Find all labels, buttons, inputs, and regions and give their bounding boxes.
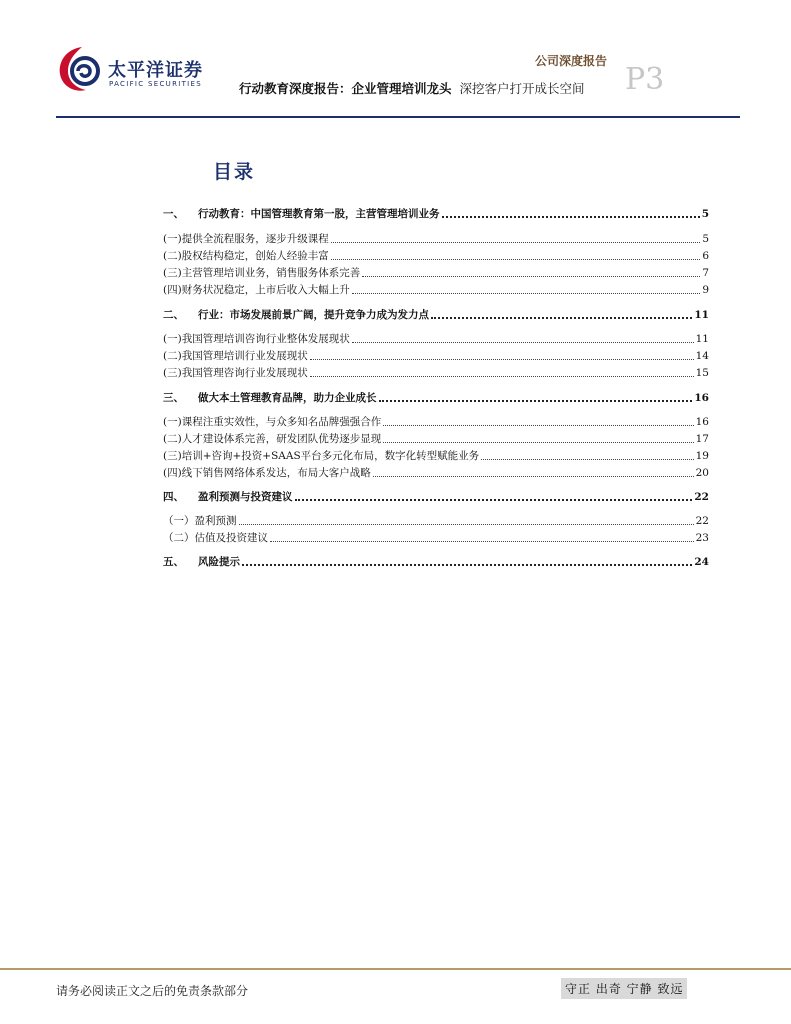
toc-dot-leader [383, 442, 693, 443]
toc-entry[interactable] [163, 330, 709, 346]
disclaimer-notice: 请务必阅读正文之后的免责条款部分 [56, 984, 249, 998]
toc-entry-number: （二） [163, 532, 195, 544]
toc-entry[interactable] [163, 264, 709, 280]
toc-entry-number: (二) [163, 250, 182, 262]
toc-entry[interactable] [163, 281, 709, 297]
toc-dot-leader [362, 276, 700, 277]
toc-entry[interactable] [163, 364, 709, 380]
logo-english-name: PACIFIC SECURITIES [109, 80, 203, 88]
toc-entry-page: 6 [702, 250, 709, 262]
toc-entry-number: (三) [163, 267, 182, 279]
toc-entry-title: 风险提示 [198, 556, 240, 568]
header-divider [56, 116, 740, 118]
company-logo [56, 42, 216, 98]
toc-entry-title: 行业：市场发展前景广阔，提升竞争力成为发力点 [198, 309, 429, 321]
toc-entry-title: 我国管理培训行业发展现状 [181, 350, 308, 362]
toc-entry-number: (二) [163, 350, 182, 362]
toc-entry-number: (四) [163, 284, 182, 296]
toc-entry-number: (三) [163, 367, 182, 379]
toc-entry[interactable] [163, 430, 709, 446]
toc-dot-leader [352, 293, 701, 294]
toc-entry[interactable] [163, 413, 709, 429]
toc-entry-number: (三) [163, 450, 182, 462]
toc-entry[interactable] [163, 447, 709, 463]
toc-entry-page: 9 [702, 284, 709, 296]
toc-entry-page: 22 [694, 491, 709, 503]
toc-entry-number: (二) [163, 433, 182, 445]
document-type-label: 公司深度报告 [535, 54, 608, 68]
toc-entry-number: 三、 [163, 392, 184, 404]
toc-dot-leader [242, 564, 692, 566]
toc-entry[interactable] [163, 488, 709, 504]
toc-entry-page: 19 [695, 450, 709, 462]
toc-entry-page: 11 [695, 333, 709, 345]
toc-entry-title: 线下销售网络体系发达，布局大客户战略 [181, 467, 371, 479]
toc-entry-number: 一、 [163, 208, 184, 220]
toc-dot-leader [383, 425, 693, 426]
toc-entry-title: 财务状况稳定，上市后收入大幅上升 [181, 284, 350, 296]
toc-entry[interactable] [163, 230, 709, 246]
toc-entry-page: 17 [695, 433, 709, 445]
pacific-securities-logo-icon [56, 44, 104, 94]
toc-entry[interactable] [163, 389, 709, 405]
toc-dot-leader [373, 476, 694, 477]
toc-entry-page: 14 [695, 350, 709, 362]
toc-entry-page: 24 [694, 556, 709, 568]
toc-dot-leader [331, 259, 701, 260]
toc-entry-page: 5 [701, 208, 709, 220]
toc-entry-title: 我国管理培训咨询行业整体发展现状 [181, 333, 350, 345]
toc-entry-number: (一) [163, 333, 182, 345]
logo-chinese-name: 太平洋证券 [108, 60, 203, 81]
toc-entry-number: (一) [163, 233, 182, 245]
toc-entry-title: 盈利预测 [194, 515, 237, 527]
toc-entry-number: (四) [163, 467, 182, 479]
toc-entry[interactable] [163, 553, 709, 569]
toc-entry-number: （一） [163, 515, 195, 527]
toc-entry-page: 20 [695, 467, 709, 479]
toc-entry-page: 15 [695, 367, 709, 379]
toc-entry-title: 盈利预测与投资建议 [198, 491, 293, 503]
toc-entry-title: 股权结构稳定，创始人经验丰富 [181, 250, 329, 262]
toc-entry-title: 提供全流程服务，逐步升级课程 [181, 233, 329, 245]
report-title [239, 79, 585, 97]
toc-entry-title: 行动教育：中国管理教育第一股，主营管理培训业务 [198, 208, 440, 220]
toc-entry-page: 5 [702, 233, 709, 245]
toc-entry-page: 23 [695, 532, 709, 544]
toc-entry[interactable] [163, 247, 709, 263]
toc-heading: 目录 [213, 161, 256, 183]
toc-dot-leader [431, 317, 692, 319]
toc-entry-page: 22 [695, 515, 709, 527]
toc-entry[interactable] [163, 347, 709, 363]
toc-entry-title: 培训+咨询+投资+SAAS平台多元化布局，数字化转型赋能业务 [181, 450, 480, 462]
toc-dot-leader [379, 400, 693, 402]
toc-entry-number: 四、 [163, 491, 184, 503]
toc-dot-leader [310, 359, 694, 360]
toc-entry-title: 我国管理咨询行业发展现状 [181, 367, 308, 379]
toc-dot-leader [352, 342, 694, 343]
toc-entry-title: 课程注重实效性，与众多知名品牌强强合作 [181, 416, 382, 428]
toc-entry-number: 五、 [163, 556, 184, 568]
toc-dot-leader [239, 524, 694, 525]
toc-entry-title: 估值及投资建议 [194, 532, 268, 544]
toc-entry[interactable] [163, 306, 709, 322]
toc-entry[interactable] [163, 205, 709, 221]
toc-entry[interactable] [163, 512, 709, 528]
toc-entry-number: 二、 [163, 309, 184, 321]
toc-entry-title: 主营管理培训业务，销售服务体系完善 [181, 267, 361, 279]
footer-divider [0, 968, 791, 970]
company-motto: 守正 出奇 宁静 致远 [561, 978, 687, 999]
toc-dot-leader [331, 242, 701, 243]
report-title-sub: 深挖客户打开成长空间 [459, 81, 585, 96]
toc-entry-page: 16 [695, 416, 709, 428]
toc-dot-leader [295, 499, 693, 501]
toc-entry-title: 做大本土管理教育品牌，助力企业成长 [198, 392, 377, 404]
toc-dot-leader [310, 376, 694, 377]
page-number: P3 [625, 62, 665, 97]
toc-entry-page: 11 [694, 309, 709, 321]
toc-dot-leader [442, 216, 700, 218]
report-title-main: 行动教育深度报告：企业管理培训龙头 [239, 81, 452, 96]
toc-entry-page: 7 [702, 267, 709, 279]
toc-dot-leader [481, 459, 693, 460]
toc-entry-number: (一) [163, 416, 182, 428]
toc-entry-title: 人才建设体系完善，研发团队优势逐步显现 [181, 433, 382, 445]
toc-entry-page: 16 [694, 392, 709, 404]
toc-dot-leader [270, 541, 694, 542]
toc-entry[interactable] [163, 529, 709, 545]
toc-entry[interactable] [163, 464, 709, 480]
